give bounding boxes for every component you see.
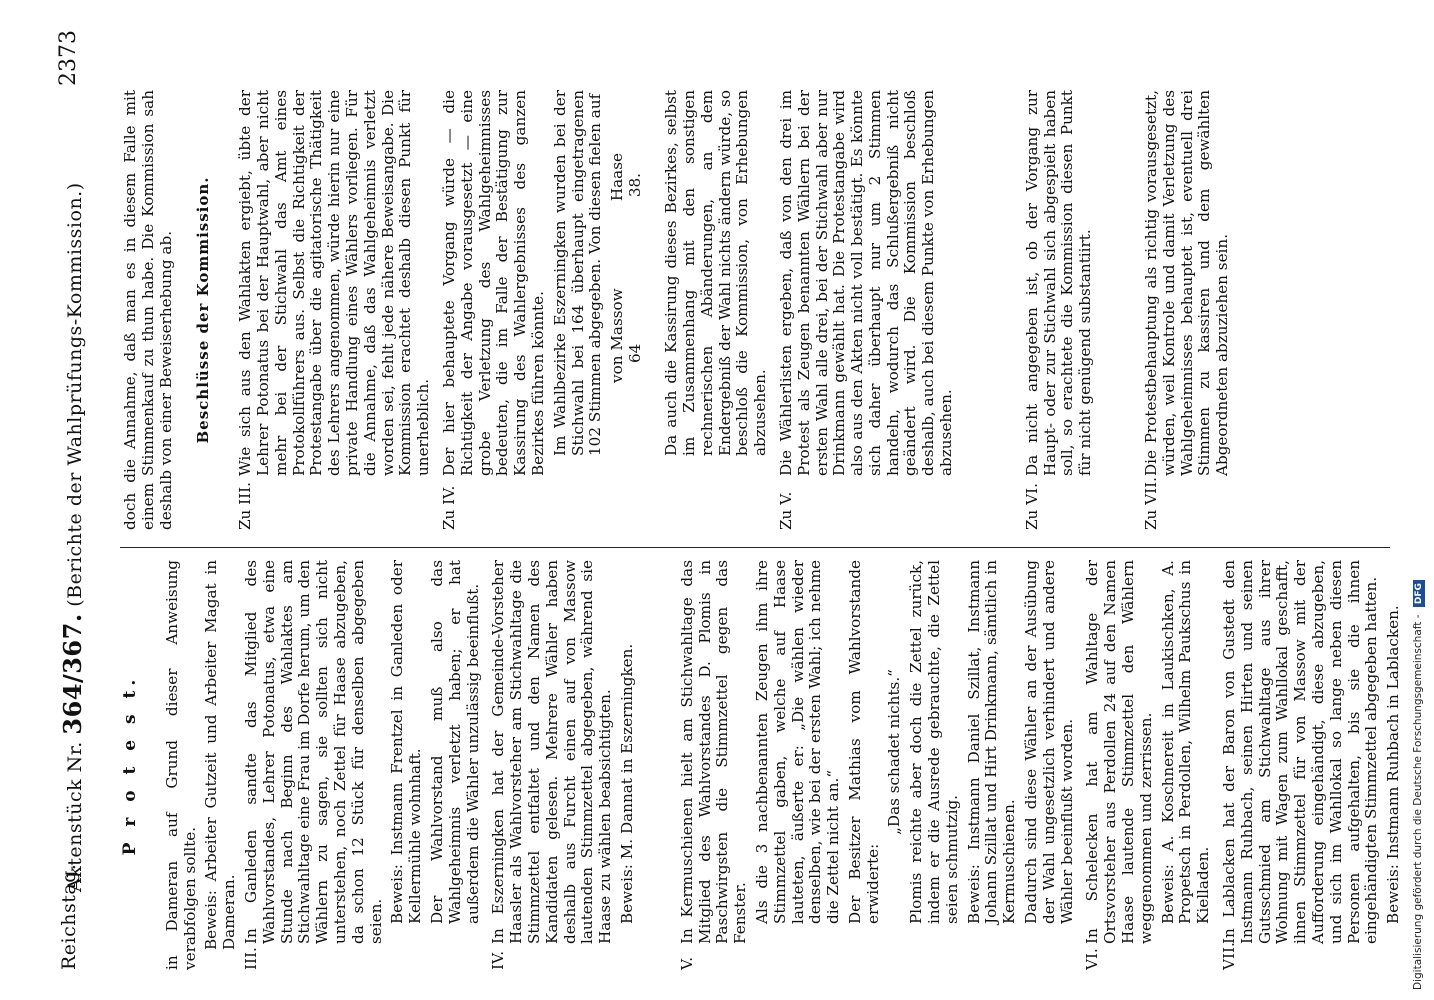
spacer xyxy=(1103,90,1143,530)
item-text-3: Da auch die Kassirung dieses Bezirkes, selbst im Zusammenhang mit den sonstigen rechnerischen Abänderungen, an dem Endergebniß der Wahl nichts ändern würde, so beschloß die Kommission, von Erhebungen abzusehen. xyxy=(662,90,770,456)
protest-item-iii xyxy=(243,560,482,970)
item-text: Wie sich aus den Wahlakten ergiebt, übte der Lehrer Potonatus bei der Hauptwahl, aber nicht mehr bei der Stichwahl das Amt eines Protokollführers aus. Selbst die Richtigkeit der Protestangabe über die agitatorische Thätigkeit des Lehrers angenommen, würde hierin nur eine private Handlung eines Wählers vorliegen. Für die Annahme, daß das Wahlgeheimnis verletzt worden sei, fehlt jede nähere Beweisangabe. Die Kommission erachtet deshalb diesen Punkt für unerheblich. xyxy=(236,90,433,476)
item-number: Zu VII. xyxy=(1142,477,1161,530)
item-text: Die Protestbehauptung als richtig vorausgesetzt, würden, weil Kontrole und damit Verletzung des Wahlgeheimnisses behauptet ist, eventuell drei Stimmen zu kassiren und dem gewählten Abgeordneten abzuziehen sein. xyxy=(1142,90,1232,476)
vote-count-massow: 64 xyxy=(626,343,645,363)
page-number: 2373 xyxy=(56,30,81,86)
header-document xyxy=(58,182,87,892)
item-number: III. xyxy=(241,947,260,970)
protest-heading: P r o t e s t. xyxy=(120,674,140,856)
dfg-logo: DFG xyxy=(1413,580,1425,607)
item-evidence: Beweis: M. Dannat in Eszerningken. xyxy=(617,643,636,924)
column-divider xyxy=(120,547,1390,548)
resolution-item-vii xyxy=(1143,90,1232,530)
protest-opening: in Dameran auf Grund dieser Anweisung verabfolgen sollte. xyxy=(162,560,199,970)
item-text-2: Im Wahlbezirke Eszerningken wurden bei der Stichwahl bei 164 überhaupt eingetragenen 102 Stimmen abgegeben. Von diesen fielen auf xyxy=(550,90,605,456)
protest-opening-evidence: Beweis: Arbeiter Gutzeit und Arbeiter Magat in Dameran. xyxy=(202,560,239,950)
vote-name-massow: von Massow xyxy=(608,288,627,383)
resolution-item-v xyxy=(778,90,956,530)
page-header xyxy=(58,30,88,970)
item-text: In Kermuschienen hielt am Stichwahltage das Mitglied des Wahlvorstandes D. Plomis in Paschwirgsten die Stimmzettel gegen das Fenster. xyxy=(677,560,750,944)
item-text: In Ganleden sandte das Mitglied des Wahlvorstandes, Lehrer Potonatus, etwa eine Stunde nach Beginn des Wahlaktes am Stichwahltage eine Frau im Dorfe herum, um den Wählern zu sagen, sie sollten sich nicht unterstehen, noch Zettel für Haase abzugeben, da schon 12 Stück für denselben abgegeben seien. xyxy=(241,560,385,944)
protest-item-vii xyxy=(1221,560,1403,970)
item-evidence: Beweis: Instmann Daniel Szillat, Instmann Johann Szillat und Hirt Drinkmann, sämtlich in Kermuschienen. xyxy=(964,560,1019,924)
item-text-2: Als die 3 nachbenannten Zeugen ihm ihre Stimmzettel gaben, welche auf Haase lauteten, äußerte er: „Die wählen wieder denselben, wie bei der ersten Wahl; ich nehme die Zettel nicht an.“ xyxy=(752,560,843,924)
item-text: Die Wählerlisten ergeben, daß von den drei im Protest als Zeugen benannten Wählern bei der ersten Wahl alle drei, bei der Stichwahl aber nur Drinkmann gewählt hat. Die Protestangabe wird also aus den Akten nicht voll bestätigt. Es könnte sich daher überhaupt nur um 2 Stimmen handeln, wodurch das Schlußergebniß nicht geändert wird. Die Kommission beschloß deshalb, auch bei diesem Punkte von Erhebungen abzusehen. xyxy=(776,90,956,476)
item-number: Zu V. xyxy=(776,491,795,530)
item-number: V. xyxy=(677,956,696,970)
spacer xyxy=(645,560,679,970)
resolution-item-iii xyxy=(237,90,433,530)
spacer xyxy=(964,90,1024,530)
item-text: In Lablacken hat der Baron von Gustedt den Instmann Ruhbach, seinen Hirten und seinen Gutsschmied am Stichwahltage aus ihrer Wohnung mit Wagen zum Wahllokal geschafft, ihnen Stimmzettel für von Massow mit der Aufforderung eingehändigt, diese abzugeben, und sich im Wahllokal so lange neben diesen Personen aufgehalten, bis sie die ihnen eingehändigten Stimmzettel abgegeben hatten. xyxy=(1220,560,1381,944)
resolutions-heading: Beschlüsse der Kommission. xyxy=(194,176,213,444)
header-doc-prefix: Aktenstück Nr. xyxy=(64,741,86,892)
item-text-4: Plomis reichte aber doch die Zettel zurück, indem er die Ausrede gebrauchte, die Zettel seien schmutzig. xyxy=(907,560,961,924)
funding-caption xyxy=(1412,90,1430,990)
item-conclusion: Der Wahlvorstand muß also das Wahlgeheimnis verletzt haben; er hat außerdem die Wähler unzulässig beeinflußt. xyxy=(427,560,482,924)
item-number: Zu VI. xyxy=(1022,483,1041,530)
item-number: Zu IV. xyxy=(439,485,458,530)
item-text: In Schelecken hat am Wahltage der Ortsvorsteher aus Perdollen 24 auf den Namen Haase lautende Stimmzettel den Wählern weggenommen und zerrissen. xyxy=(1083,560,1155,944)
item-number: IV. xyxy=(489,950,508,970)
vote-count-haase: 38. xyxy=(626,173,645,198)
resolution-item-vi xyxy=(1024,90,1095,530)
item-evidence: Beweis: Instmann Frentzel in Ganleden oder Kellermühle wohnhaft. xyxy=(388,560,425,924)
header-subtitle: (Berichte der Wahlprüfungs-Kommission.) xyxy=(64,182,86,607)
item-number: VII. xyxy=(1220,942,1239,970)
item-quote: „Das schadet nichts.“ xyxy=(885,669,904,835)
protest-item-v xyxy=(679,560,1077,970)
protest-item-iv xyxy=(490,560,636,970)
header-doc-number: 364/367. xyxy=(58,613,87,735)
funding-text: Digitalisierung gefördert durch die Deutsche Forschungsgemeinschaft - xyxy=(1412,614,1424,990)
resolution-item-iv xyxy=(441,90,770,530)
item-evidence: Beweis: Instmann Ruhbach in Lablacken. xyxy=(1384,605,1403,924)
right-column xyxy=(122,90,1240,530)
resolutions-opening: doch die Annahme, daß man es in diesem Falle mit einem Stimmenkauf zu thun habe. Die Kommission sah deshalb von einer Beweiserhebung ab. xyxy=(121,90,175,530)
header-reichstag: Reichstag. xyxy=(58,863,80,970)
item-text: Da nicht angegeben ist, ob der Vorgang zur Haupt- oder zur Stichwahl sich abgespielt haben soll, so erachtete die Kommission diesen Punkt für nicht genügend substantiirt. xyxy=(1022,90,1095,476)
item-text-3: Der Besitzer Mathias vom Wahlvorstande erwiderte: xyxy=(845,560,882,924)
item-number: VI. xyxy=(1083,948,1102,970)
item-text: Der hier behauptete Vorgang würde — die Richtigkeit der Angabe vorausgesetzt — eine grobe Verletzung des Wahlgeheimnisses bedeuten, die im Falle der Bestätigung zur Kassirung des Wahlergebnisses des ganzen Bezirkes führen könnte. xyxy=(439,90,547,476)
left-column xyxy=(122,560,1411,970)
vote-name-haase: Haase xyxy=(608,153,627,202)
item-evidence: Beweis: A. Koschnereit in Laukischken, A. Propetsch in Perdollen, Wilhelm Paukschus in Kielladen. xyxy=(1158,560,1213,924)
protest-item-vi xyxy=(1084,560,1213,970)
vote-table xyxy=(609,123,661,443)
item-text: In Eszerningken hat der Gemeinde-Vorsteher Haasler als Wahlvorsteher am Stichwahltage die Stimmzettel entfaltet und den Namen des Kandidaten gelesen. Mehrere Wähler haben deshalb aus Furcht einen auf von Massow lautenden Stimmzettel abgegeben, während sie Haase zu wählen beabsichtigten. xyxy=(489,560,615,944)
item-conclusion: Dadurch sind diese Wähler an der Ausübung der Wahl ungesetzlich verhindert und andere Wähler beeinflußt worden. xyxy=(1022,560,1076,924)
item-number: Zu III. xyxy=(236,482,255,530)
